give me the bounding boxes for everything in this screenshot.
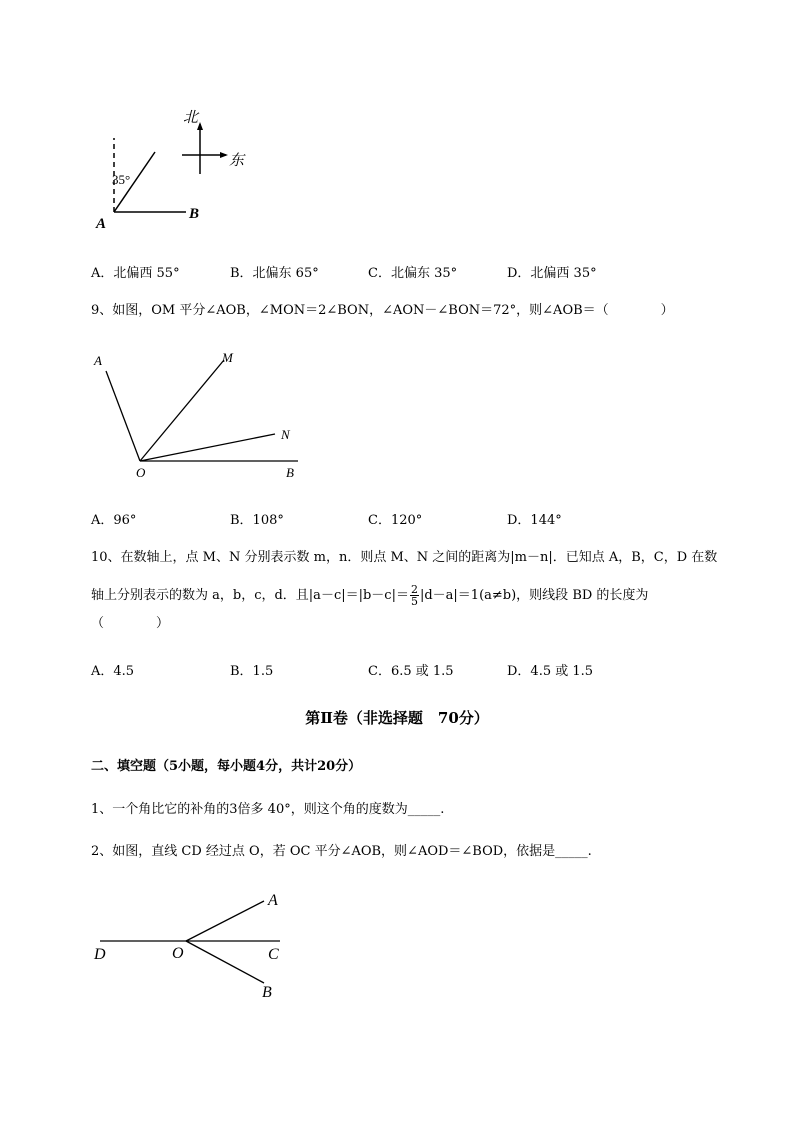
point-o-label: O [172,945,184,962]
point-o-label: O [136,465,146,480]
q10-option-b[interactable]: B．1.5 [230,664,274,679]
angle-label: 35° [112,172,131,187]
point-c-label: C [268,946,279,963]
q9-option-c[interactable]: C．120° [368,513,423,528]
q10-option-d[interactable]: D．4.5 或 1.5 [507,664,594,679]
ray-ob [186,941,264,983]
fraction-denominator: 5 [410,595,418,608]
q9-option-d[interactable]: D．144° [507,513,562,528]
q9-option-a[interactable]: A．96° [91,513,137,528]
q10-line2-end: |d－a|＝1(a≠b)，则线段 BD 的长度为 [419,587,649,603]
q9-question: 9、如图，OM 平分∠AOB，∠MON＝2∠BON，∠AON－∠BON＝72°，则∠AOB＝（ ） [91,303,674,318]
point-b-label: B [262,984,272,1001]
ray-on [140,434,275,461]
point-d-label: D [94,946,106,963]
fill2-line-figure [88,885,298,1005]
fraction-numerator: 2 [410,583,418,596]
q9-angle-figure [88,345,308,480]
point-n-label: N [281,427,290,442]
q8-option-c[interactable]: C．北偏东 35° [368,266,458,281]
q10-option-c[interactable]: C．6.5 或 1.5 [368,664,454,679]
q8-compass-figure [90,100,270,240]
north-label: 北 [183,108,199,126]
point-b-label: B [286,465,294,480]
ray-oa [106,371,140,461]
east-label: 东 [229,151,245,169]
point-a-label: A [268,892,278,909]
q10-question-line2 [91,584,648,607]
section2-heading: 二、填空题（5小题，每小题4分，共计20分） [91,759,362,774]
ray-om [140,360,224,461]
ray-oa [186,901,264,941]
q8-option-d[interactable]: D．北偏西 35° [507,266,597,281]
point-a-label: A [94,353,102,368]
point-m-label: M [222,350,233,365]
section2-title: 第Ⅱ卷（非选择题 70分） [305,709,489,727]
fill2-question: 2、如图，直线 CD 经过点 O，若 OC 平分∠AOB，则∠AOD＝∠BOD，依据是_____. [91,844,592,859]
point-b-label: B [189,206,200,222]
q10-fraction [410,584,419,607]
q10-question-line3: （ ） [91,616,170,631]
point-a-label: A [96,216,107,232]
q9-option-b[interactable]: B．108° [230,513,284,528]
fill1-question: 1、一个角比它的补角的3倍多 40°，则这个角的度数为_____. [91,802,445,817]
q10-option-a[interactable]: A．4.5 [91,664,135,679]
q8-option-b[interactable]: B．北偏东 65° [230,266,319,281]
east-arrow-icon [220,152,228,158]
q10-line2-start: 轴上分别表示的数为 a，b，c，d．且|a－c|＝|b－c|＝ [91,587,409,603]
q8-option-a[interactable]: A．北偏西 55° [91,266,180,281]
q10-question-line1: 10、在数轴上，点 M、N 分别表示数 m，n．则点 M、N 之间的距离为|m－n|．已知点 A，B，C，D 在数 [91,550,718,565]
